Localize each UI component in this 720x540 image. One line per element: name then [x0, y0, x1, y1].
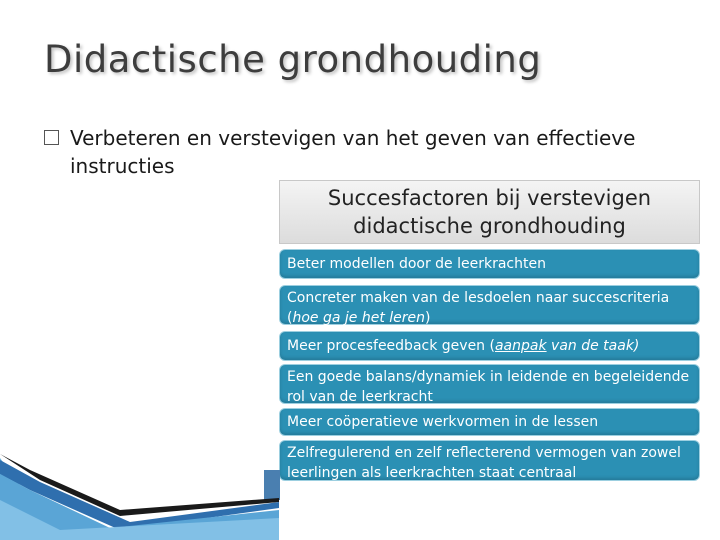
factor-text-italic: van de taak): [546, 338, 640, 354]
factor-row-2: [279, 285, 700, 325]
bullet-item: [44, 124, 684, 180]
factor-text: Meer coöperatieve werkvormen in de lessen: [287, 414, 599, 430]
factor-row-4: [279, 364, 700, 404]
bullet-text: Verbeteren en verstevigen van het geven van effectieve instructies: [70, 126, 636, 178]
factor-row-3: [279, 331, 700, 361]
success-factors-figure: [279, 180, 700, 485]
factor-row-6: [279, 440, 700, 481]
factor-text: Een goede balans/dynamiek in leidende en begeleidende rol van de leerkracht: [287, 369, 690, 405]
figure-header: Succesfactoren bij verstevigen didactische grondhouding: [279, 180, 700, 244]
factor-text: Zelfregulerend en zelf reflecterend vermogen van zowel leerlingen als leerkrachten staat centraal: [287, 445, 681, 481]
decorative-swoosh: [0, 440, 279, 540]
factor-text: Concreter maken van de lesdoelen naar succescriteria (: [287, 290, 670, 326]
factor-row-1: [279, 249, 700, 279]
factor-text: Meer procesfeedback geven (: [287, 338, 495, 354]
factor-text: Beter modellen door de leerkrachten: [287, 256, 546, 272]
factor-text-italic: hoe ga je het leren: [292, 310, 426, 326]
factor-text-underlined: aanpak: [494, 338, 547, 354]
bullet-box-icon: [44, 130, 59, 145]
factor-row-5: [279, 408, 700, 436]
factor-text-close: ): [425, 310, 431, 326]
slide-title: Didactische grondhouding: [44, 38, 542, 81]
